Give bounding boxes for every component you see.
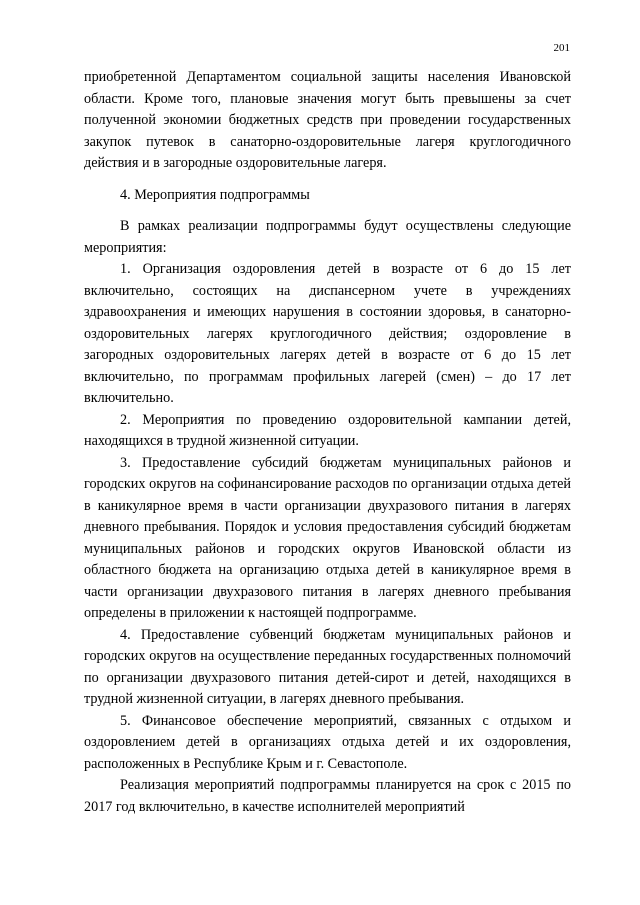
document-body (84, 67, 571, 818)
list-item-1: 1. Организация оздоровления детей в возрасте от 6 до 15 лет включительно, состоящих на диспансерном учете в учреждениях здравоохранения и имеющих нарушения в состоянии здоровья, в санаторно-оздоровительных лагерях круглогодичного действия; оздоровление в загородных оздоровительных лагерях детей в возрасте от 6 до 15 лет включительно, по программам профильных лагерей (смен) – до 17 лет включительно. (84, 261, 571, 406)
list-item-3: 3. Предоставление субсидий бюджетам муниципальных районов и городских округов на софинансирование расходов по организации отдыха детей в каникулярное время в части организации двухразового питания в лагерях дневного пребывания. Порядок и условия предоставления субсидий бюджетам муниципальных районов и городских округов Ивановской области из областного бюджета на организацию отдыха детей в каникулярное время в части организации двухразового питания в лагерях дневного пребывания определены в приложении к настоящей подпрограмме. (84, 454, 571, 621)
list-item-5: 5. Финансовое обеспечение мероприятий, связанных с отдыхом и оздоровлением детей в организациях отдыха детей и их оздоровления, расположенных в Республике Крым и г. Севастополе. (84, 712, 571, 772)
paragraph-closing: Реализация мероприятий подпрограммы планируется на срок с 2015 по 2017 год включительно, в качестве исполнителей мероприятий (84, 777, 571, 815)
section-heading: 4. Мероприятия подпрограммы (120, 186, 310, 203)
list-item-2: 2. Мероприятия по проведению оздоровительной кампании детей, находящихся в трудной жизненной ситуации. (84, 411, 571, 449)
paragraph-continued: приобретенной Департаментом социальной защиты населения Ивановской области. Кроме того, плановые значения могут быть превышены за счет полученной экономии бюджетных средств при проведении государственных закупок путевок в санаторно-оздоровительные лагеря круглогодичного действия и в загородные оздоровительные лагеря. (84, 69, 571, 171)
paragraph-intro: В рамках реализации подпрограммы будут осуществлены следующие мероприятия: (84, 218, 571, 256)
page-number: 201 (553, 42, 570, 54)
list-item-4: 4. Предоставление субвенций бюджетам муниципальных районов и городских округов на осуществление переданных государственных полномочий по организации двухразового питания детей-сирот и детей, находящихся в трудной жизненной ситуации, в лагерях дневного пребывания. (84, 626, 571, 707)
